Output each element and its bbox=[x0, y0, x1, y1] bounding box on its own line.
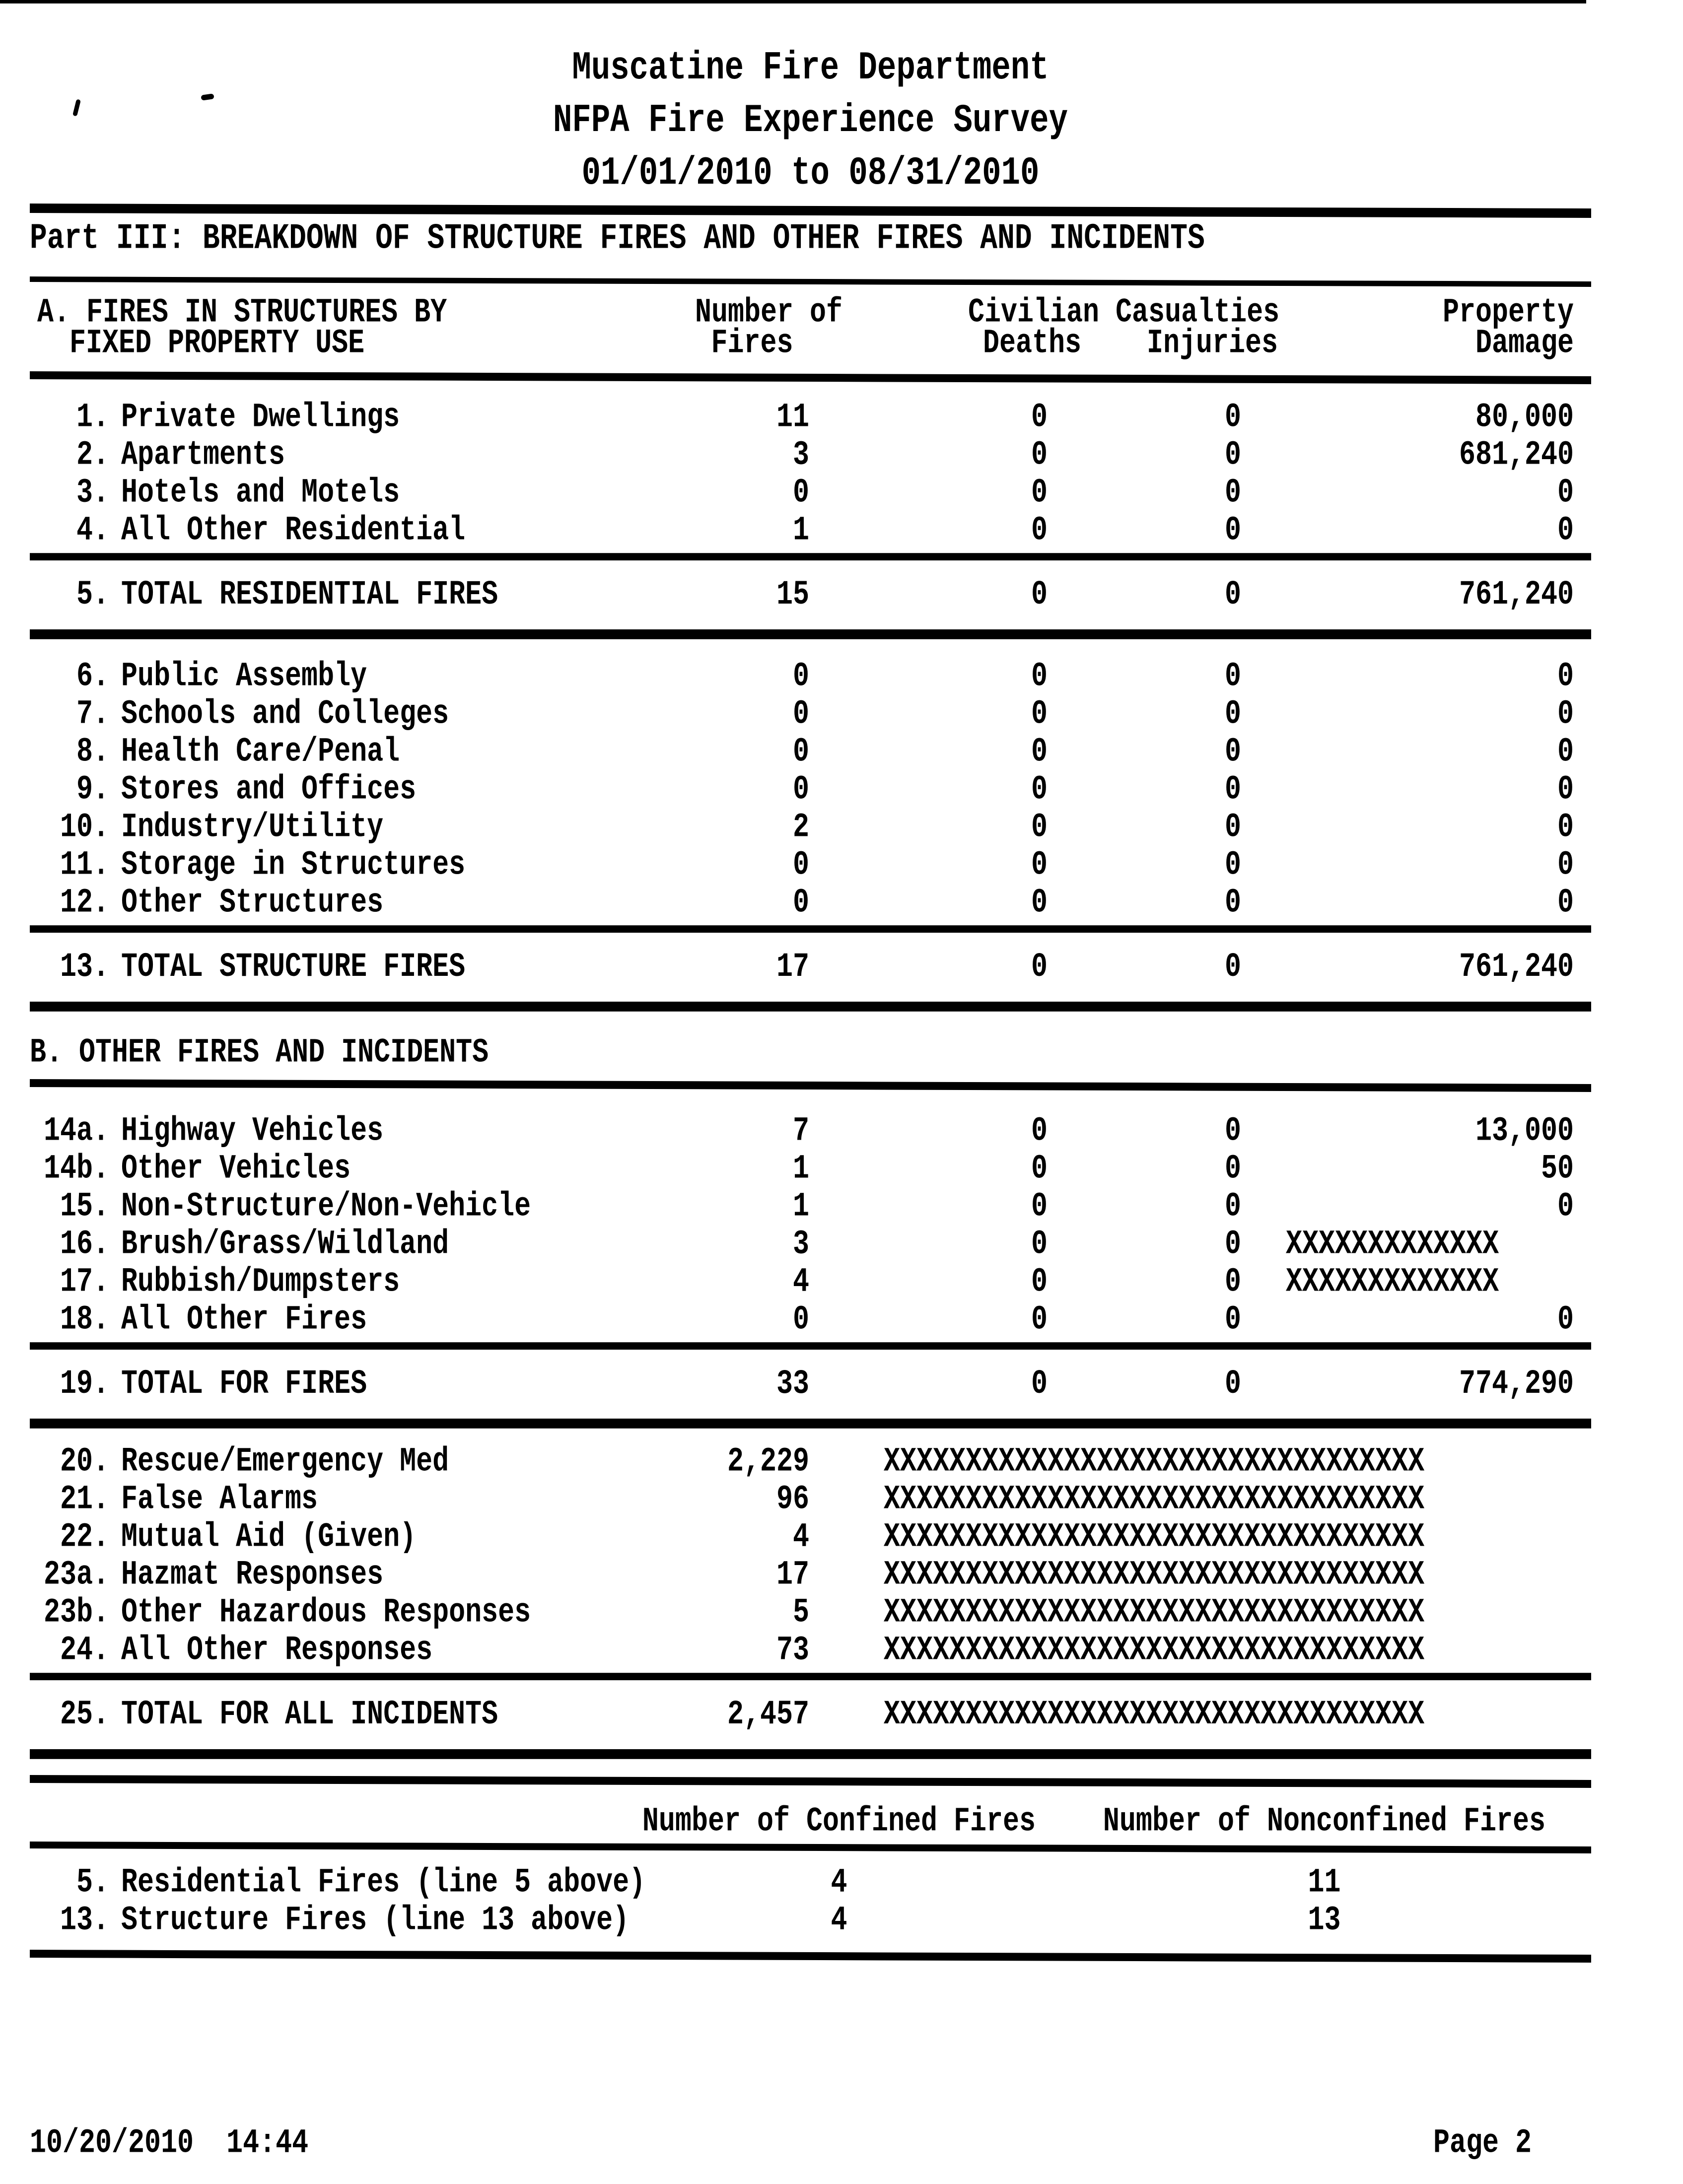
incidents-value: 2,457 bbox=[727, 1695, 809, 1734]
row-number: 8. bbox=[76, 732, 109, 771]
injuries-value: 0 bbox=[1224, 435, 1241, 475]
row-label: Other Vehicles bbox=[121, 1149, 351, 1188]
incidents-value: 96 bbox=[776, 1480, 809, 1519]
page-number: Page 2 bbox=[1433, 2123, 1532, 2163]
not-applicable-mask: XXXXXXXXXXXXXXXXXXXXXXXXXXXXXXXXX bbox=[884, 1480, 1425, 1519]
total-all-incidents-row bbox=[30, 1673, 1591, 1759]
horizontal-rule bbox=[30, 1775, 1591, 1788]
injuries-value: 0 bbox=[1224, 947, 1241, 986]
fires-value: 3 bbox=[792, 1225, 809, 1264]
col-header-deaths: Deaths bbox=[983, 324, 1082, 363]
part-title: Part III: BREAKDOWN OF STRUCTURE FIRES AND OTHER FIRES AND INCIDENTS bbox=[30, 219, 1205, 259]
fires-value: 0 bbox=[792, 473, 809, 512]
scan-edge-artifact bbox=[0, 0, 1586, 3]
fires-value: 7 bbox=[792, 1111, 809, 1151]
injuries-value: 0 bbox=[1224, 770, 1241, 809]
row-number: 25. bbox=[60, 1695, 109, 1734]
row-number: 15. bbox=[60, 1187, 109, 1226]
fires-value: 1 bbox=[792, 1149, 809, 1188]
deaths-value: 0 bbox=[1031, 575, 1048, 614]
row-number: 17. bbox=[60, 1262, 109, 1301]
damage-value: 0 bbox=[1557, 1300, 1574, 1339]
row-number: 13. bbox=[60, 947, 109, 986]
row-label: Hazmat Responses bbox=[121, 1555, 384, 1594]
row-number: 6. bbox=[76, 657, 109, 696]
document-header bbox=[30, 0, 1591, 200]
injuries-value: 0 bbox=[1224, 511, 1241, 550]
damage-value: 0 bbox=[1557, 694, 1574, 734]
deaths-value: 0 bbox=[1031, 770, 1048, 809]
fires-value: 0 bbox=[792, 732, 809, 771]
fires-value: 4 bbox=[792, 1262, 809, 1301]
horizontal-rule bbox=[30, 1950, 1591, 1963]
damage-value: 0 bbox=[1557, 473, 1574, 512]
deaths-value: 0 bbox=[1031, 1111, 1048, 1151]
injuries-value: 0 bbox=[1224, 473, 1241, 512]
deaths-value: 0 bbox=[1031, 398, 1048, 437]
row-label: Stores and Offices bbox=[121, 770, 417, 809]
row-label: Non-Structure/Non-Vehicle bbox=[121, 1187, 531, 1226]
fires-value: 0 bbox=[792, 657, 809, 696]
row-number: 22. bbox=[60, 1517, 109, 1557]
horizontal-rule bbox=[30, 371, 1591, 384]
fires-value: 0 bbox=[792, 845, 809, 885]
col-header-property: Property bbox=[1442, 293, 1574, 332]
row-label: Brush/Grass/Wildland bbox=[121, 1225, 449, 1264]
injuries-value: 0 bbox=[1224, 808, 1241, 847]
fires-value: 17 bbox=[776, 947, 809, 986]
col-header-nonconfined-fires: Number of Nonconfined Fires bbox=[1103, 1802, 1546, 1841]
deaths-value: 0 bbox=[1031, 845, 1048, 885]
damage-value: 681,240 bbox=[1459, 435, 1574, 475]
injuries-value: 0 bbox=[1224, 575, 1241, 614]
damage-value: 50 bbox=[1541, 1149, 1574, 1188]
not-applicable-mask: XXXXXXXXXXXXXXXXXXXXXXXXXXXXXXXXX bbox=[884, 1517, 1425, 1557]
damage-value: 80,000 bbox=[1475, 398, 1574, 437]
deaths-value: 0 bbox=[1031, 657, 1048, 696]
incidents-value: 73 bbox=[776, 1631, 809, 1670]
col-header-civilian-casualties: Civilian Casualties bbox=[968, 293, 1280, 332]
injuries-value: 0 bbox=[1224, 732, 1241, 771]
fires-value: 1 bbox=[792, 1187, 809, 1226]
row-number: 14a. bbox=[43, 1111, 109, 1151]
fires-value: 0 bbox=[792, 770, 809, 809]
confined-fires-value: 4 bbox=[831, 1863, 847, 1902]
deaths-value: 0 bbox=[1031, 473, 1048, 512]
table-row bbox=[30, 880, 1591, 926]
damage-value: 13,000 bbox=[1475, 1111, 1574, 1151]
row-label: Public Assembly bbox=[121, 657, 367, 696]
row-number: 12. bbox=[60, 883, 109, 922]
deaths-value: 0 bbox=[1031, 947, 1048, 986]
damage-value: 0 bbox=[1557, 657, 1574, 696]
injuries-value: 0 bbox=[1224, 1149, 1241, 1188]
total-structure-fires-row bbox=[30, 925, 1591, 1012]
fires-value: 1 bbox=[792, 511, 809, 550]
injuries-value: 0 bbox=[1224, 1300, 1241, 1339]
table-row bbox=[30, 1297, 1591, 1343]
deaths-value: 0 bbox=[1031, 808, 1048, 847]
damage-value: XXXXXXXXXXXXX bbox=[1286, 1225, 1499, 1264]
row-number: 14b. bbox=[43, 1149, 109, 1188]
section-a-rows-1-4 bbox=[30, 399, 1591, 549]
col-header-damage: Damage bbox=[1475, 324, 1574, 363]
fires-value: 0 bbox=[792, 694, 809, 734]
row-number: 24. bbox=[60, 1631, 109, 1670]
row-label: Apartments bbox=[121, 435, 285, 475]
damage-value: 0 bbox=[1557, 732, 1574, 771]
row-label: Private Dwellings bbox=[121, 398, 400, 437]
row-label: Hotels and Motels bbox=[121, 473, 400, 512]
row-label: Rescue/Emergency Med bbox=[121, 1442, 449, 1481]
not-applicable-mask: XXXXXXXXXXXXXXXXXXXXXXXXXXXXXXXXX bbox=[884, 1442, 1425, 1481]
incidents-value: 4 bbox=[792, 1517, 809, 1557]
row-label: Highway Vehicles bbox=[121, 1111, 384, 1151]
total-residential-fires-row bbox=[30, 553, 1591, 639]
row-number: 23b. bbox=[43, 1593, 109, 1632]
row-label: All Other Residential bbox=[121, 511, 466, 550]
row-number: 10. bbox=[60, 808, 109, 847]
confined-fires-value: 4 bbox=[831, 1901, 847, 1940]
row-number: 11. bbox=[60, 845, 109, 885]
row-label: TOTAL STRUCTURE FIRES bbox=[121, 947, 466, 986]
damage-value: 0 bbox=[1557, 808, 1574, 847]
horizontal-rule bbox=[30, 1079, 1591, 1092]
damage-value: 0 bbox=[1557, 511, 1574, 550]
damage-value: 774,290 bbox=[1459, 1364, 1574, 1403]
deaths-value: 0 bbox=[1031, 1187, 1048, 1226]
incidents-value: 17 bbox=[776, 1555, 809, 1594]
deaths-value: 0 bbox=[1031, 511, 1048, 550]
row-number: 21. bbox=[60, 1480, 109, 1519]
deaths-value: 0 bbox=[1031, 1300, 1048, 1339]
not-applicable-mask: XXXXXXXXXXXXXXXXXXXXXXXXXXXXXXXXX bbox=[884, 1555, 1425, 1594]
fires-value: 0 bbox=[792, 883, 809, 922]
deaths-value: 0 bbox=[1031, 435, 1048, 475]
incidents-value: 2,229 bbox=[727, 1442, 809, 1481]
deaths-value: 0 bbox=[1031, 732, 1048, 771]
section-b-rows-14-18 bbox=[30, 1112, 1591, 1339]
column-headers bbox=[30, 293, 1591, 363]
row-label: Mutual Aid (Given) bbox=[121, 1517, 417, 1557]
report-period: 01/01/2010 to 08/31/2010 bbox=[581, 151, 1040, 196]
row-label: Storage in Structures bbox=[121, 845, 466, 885]
section-b-title: B. OTHER FIRES AND INCIDENTS bbox=[30, 1033, 489, 1072]
injuries-value: 0 bbox=[1224, 1262, 1241, 1301]
damage-value: XXXXXXXXXXXXX bbox=[1286, 1262, 1499, 1301]
row-label: All Other Fires bbox=[121, 1300, 367, 1339]
fires-value: 11 bbox=[776, 398, 809, 437]
deaths-value: 0 bbox=[1031, 694, 1048, 734]
row-number: 19. bbox=[60, 1364, 109, 1403]
incidents-value: 5 bbox=[792, 1593, 809, 1632]
fires-value: 3 bbox=[792, 435, 809, 475]
not-applicable-mask: XXXXXXXXXXXXXXXXXXXXXXXXXXXXXXXXX bbox=[884, 1695, 1425, 1734]
fires-value: 33 bbox=[776, 1364, 809, 1403]
fires-value: 0 bbox=[792, 1300, 809, 1339]
row-number: 2. bbox=[76, 435, 109, 475]
page-footer bbox=[30, 2121, 1591, 2165]
damage-value: 761,240 bbox=[1459, 575, 1574, 614]
damage-value: 0 bbox=[1557, 770, 1574, 809]
confined-table-rows bbox=[30, 1864, 1591, 1939]
row-label: Structure Fires (line 13 above) bbox=[121, 1901, 630, 1940]
deaths-value: 0 bbox=[1031, 1225, 1048, 1264]
horizontal-rule bbox=[30, 1842, 1591, 1853]
injuries-value: 0 bbox=[1224, 845, 1241, 885]
horizontal-rule bbox=[30, 276, 1591, 287]
row-label: TOTAL FOR FIRES bbox=[121, 1364, 367, 1403]
section-a-rows-6-12 bbox=[30, 658, 1591, 922]
damage-value: 0 bbox=[1557, 1187, 1574, 1226]
fires-value: 2 bbox=[792, 808, 809, 847]
row-number: 4. bbox=[76, 511, 109, 550]
deaths-value: 0 bbox=[1031, 883, 1048, 922]
row-label: All Other Responses bbox=[121, 1631, 433, 1670]
row-label: Other Hazardous Responses bbox=[121, 1593, 531, 1632]
injuries-value: 0 bbox=[1224, 657, 1241, 696]
row-label: Residential Fires (line 5 above) bbox=[121, 1863, 646, 1902]
col-header-fixed-property-use: FIXED PROPERTY USE bbox=[70, 324, 365, 363]
row-number: 20. bbox=[60, 1442, 109, 1481]
row-label: Industry/Utility bbox=[121, 808, 384, 847]
table-row bbox=[30, 1627, 1591, 1674]
row-label: Health Care/Penal bbox=[121, 732, 400, 771]
table-row bbox=[30, 507, 1591, 554]
not-applicable-mask: XXXXXXXXXXXXXXXXXXXXXXXXXXXXXXXXX bbox=[884, 1593, 1425, 1632]
nonconfined-fires-value: 11 bbox=[1308, 1863, 1341, 1902]
col-header-confined-fires: Number of Confined Fires bbox=[642, 1802, 1036, 1841]
col-header-number-of: Number of bbox=[695, 293, 843, 332]
damage-value: 761,240 bbox=[1459, 947, 1574, 986]
org-title: Muscatine Fire Department bbox=[572, 46, 1049, 91]
injuries-value: 0 bbox=[1224, 1187, 1241, 1226]
confined-table-headers bbox=[30, 1803, 1591, 1841]
table-row bbox=[30, 1897, 1591, 1944]
deaths-value: 0 bbox=[1031, 1149, 1048, 1188]
fires-value: 15 bbox=[776, 575, 809, 614]
total-for-fires-row bbox=[30, 1342, 1591, 1429]
col-header-section-a: A. FIRES IN STRUCTURES BY bbox=[37, 293, 447, 332]
row-number: 7. bbox=[76, 694, 109, 734]
not-applicable-mask: XXXXXXXXXXXXXXXXXXXXXXXXXXXXXXXXX bbox=[884, 1631, 1425, 1670]
injuries-value: 0 bbox=[1224, 883, 1241, 922]
row-number: 13. bbox=[60, 1901, 109, 1940]
row-label: Schools and Colleges bbox=[121, 694, 449, 734]
injuries-value: 0 bbox=[1224, 1225, 1241, 1264]
row-number: 5. bbox=[76, 1863, 109, 1902]
row-number: 3. bbox=[76, 473, 109, 512]
injuries-value: 0 bbox=[1224, 1111, 1241, 1151]
row-number: 18. bbox=[60, 1300, 109, 1339]
row-label: Rubbish/Dumpsters bbox=[121, 1262, 400, 1301]
injuries-value: 0 bbox=[1224, 694, 1241, 734]
row-number: 1. bbox=[76, 398, 109, 437]
row-number: 23a. bbox=[43, 1555, 109, 1594]
nonconfined-fires-value: 13 bbox=[1308, 1901, 1341, 1940]
survey-title: NFPA Fire Experience Survey bbox=[553, 99, 1068, 143]
row-number: 5. bbox=[76, 575, 109, 614]
injuries-value: 0 bbox=[1224, 1364, 1241, 1403]
row-number: 16. bbox=[60, 1225, 109, 1264]
damage-value: 0 bbox=[1557, 883, 1574, 922]
row-label: False Alarms bbox=[121, 1480, 318, 1519]
row-label: TOTAL RESIDENTIAL FIRES bbox=[121, 575, 498, 614]
row-label: TOTAL FOR ALL INCIDENTS bbox=[121, 1695, 498, 1734]
column-header-line-2 bbox=[30, 325, 1591, 363]
print-datetime: 10/20/2010 14:44 bbox=[30, 2123, 309, 2163]
col-header-fires: Fires bbox=[711, 324, 793, 363]
row-number: 9. bbox=[76, 770, 109, 809]
col-header-injuries: Injuries bbox=[1147, 324, 1278, 363]
damage-value: 0 bbox=[1557, 845, 1574, 885]
row-label: Other Structures bbox=[121, 883, 384, 922]
section-b-rows-20-24 bbox=[30, 1443, 1591, 1669]
deaths-value: 0 bbox=[1031, 1262, 1048, 1301]
injuries-value: 0 bbox=[1224, 398, 1241, 437]
deaths-value: 0 bbox=[1031, 1364, 1048, 1403]
